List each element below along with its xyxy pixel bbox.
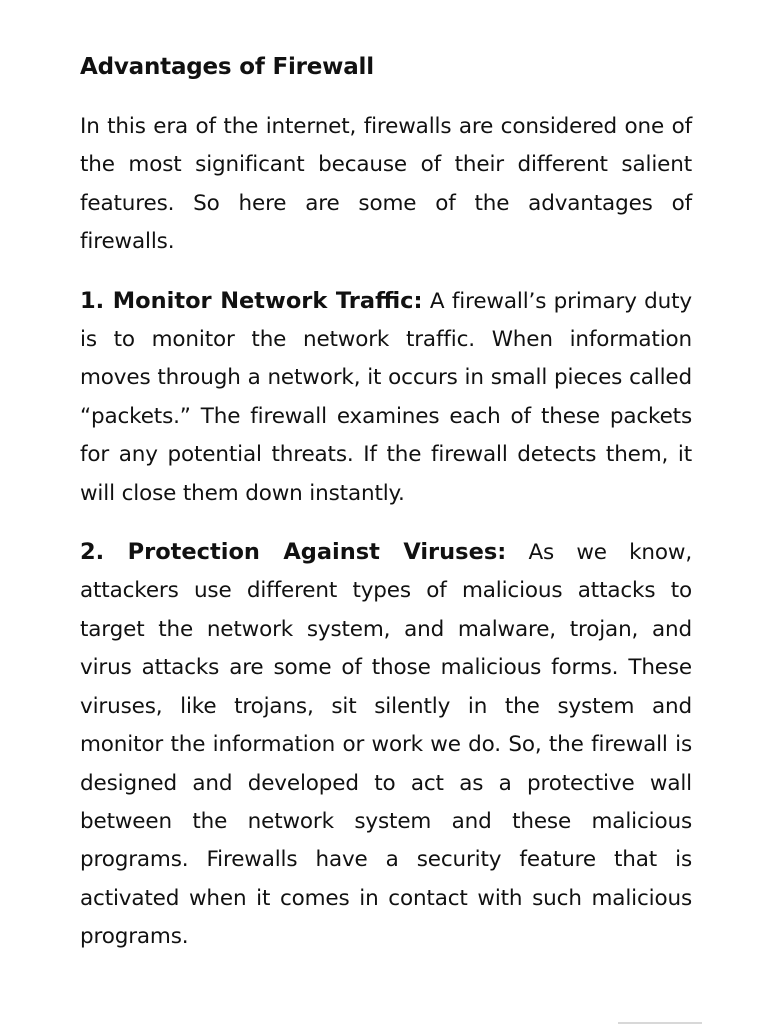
point-heading-virus-protection: 2. Protection Against Viruses:: [80, 539, 507, 566]
point-heading-monitor-traffic: 1. Monitor Network Traffic:: [80, 287, 423, 314]
page-title: Advantages of Firewall: [80, 54, 374, 80]
point-body-virus-protection: As we know, attackers use different types of malicious attacks to target the network system, and malware, trojan, and virus attacks are some of those malicious forms. These viruses, like trojans, sit silently in the system and monitor the information or work we do. So, the firewall is designed and developed to act as a protective wall between the network system and these malicious programs. Firewalls have a security feature that is activated when it comes in contact with such malicious programs.: [80, 540, 693, 950]
point-body-monitor-traffic: A firewall’s primary duty is to monitor the network traffic. When information moves through a network, it occurs in small pieces called “packets.” The firewall examines each of these packets for any potential threats. If the firewall detects them, it will close them down instantly.: [80, 288, 693, 506]
document-page: [80, 50, 692, 977]
point-paragraph-monitor-traffic: [80, 282, 692, 513]
point-paragraph-virus-protection: [80, 533, 692, 956]
intro-paragraph: In this era of the internet, firewalls are considered one of the most significant because of their different salient features. So here are some of the advantages of firewalls.: [80, 114, 692, 255]
